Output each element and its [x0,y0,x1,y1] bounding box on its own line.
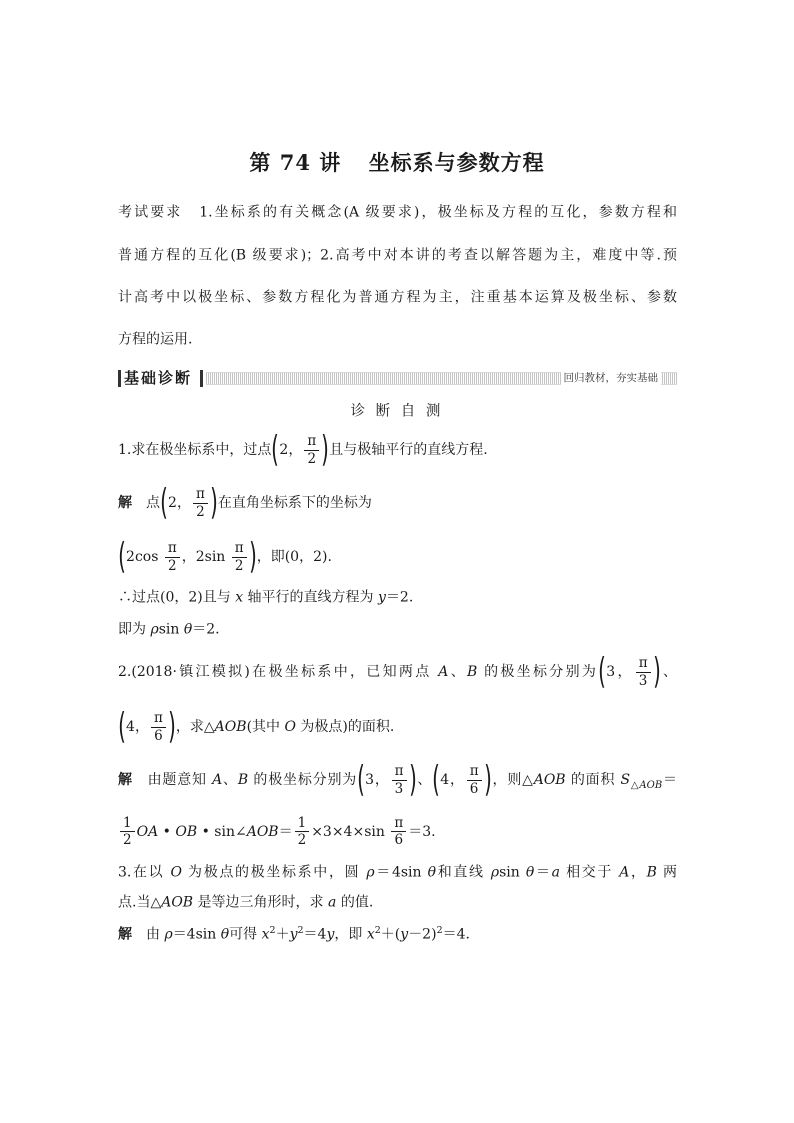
text-run: ，求△ [175,719,215,735]
section-bar-left-edge [118,370,121,387]
text-run: ＝4sin [374,864,428,881]
fraction-denominator: 2 [123,832,132,849]
requirements-line-4 [118,331,677,350]
math-paren: ( [160,482,168,523]
math-variable: A [438,664,449,680]
text-run: 、 [660,664,677,680]
math-variable: B [646,864,657,881]
math-variable: θ [220,926,230,943]
fraction-denominator: 2 [297,832,307,849]
fraction-numerator: π [151,710,166,727]
text-run: 2， [168,495,191,511]
fraction-denominator: 3 [638,672,648,689]
text-run: 由题意知 [132,772,213,788]
text-run: 3， [606,664,634,680]
math-variable: ρ [366,864,375,881]
math-variable: x [366,926,375,943]
math-paren: ( [118,706,126,747]
fraction-numerator: π [304,433,319,450]
fraction [193,486,208,520]
fraction [304,433,319,467]
math-variable: θ [525,864,535,881]
lecture-name: 坐标系与参数方程 [368,150,545,175]
math-paren: ( [357,759,365,800]
text-run: 4， [440,772,465,788]
text-run: 两 [656,864,678,881]
fraction [392,763,407,797]
problem-3-question-line-2 [118,894,677,913]
text-run: 2.(2018·镇江模拟)在极坐标系中，已知两点 [118,664,439,680]
text-run: • [158,824,176,840]
fraction-numerator: π [636,655,651,672]
text-run: ，2sin [181,549,230,565]
text-run: 且与极轴平行的直线方程. [329,442,488,458]
text-run: 为极点)的面积. [295,719,395,735]
requirements-label: 考试要求 [118,204,183,221]
requirements-line-1 [118,204,677,223]
fraction-denominator: 2 [196,503,205,520]
math-paren: ) [408,759,417,800]
math-variable: y [400,926,409,943]
requirements-line-2 [118,247,677,266]
math-variable: ρ [490,864,500,881]
math-variable: x [235,589,244,606]
section-header-bar [118,370,677,387]
text-run: ∴过点(0，2)且与 [118,589,236,606]
fraction-denominator: 3 [394,780,404,797]
math-variable: A [619,864,630,881]
text-run: 、 [448,664,468,680]
math-variable: a [328,894,337,911]
fraction [120,815,135,849]
math-paren: ) [652,651,661,692]
math-paren: ) [248,536,257,577]
fraction-numerator: π [392,763,407,780]
math-variable: AOB [246,824,279,840]
math-variable: x [261,926,270,943]
problem-1-solution-line-4 [118,621,677,640]
text-run: 的极坐标分别为 [477,664,599,680]
subscript: △AOB [630,779,663,791]
requirements-line-3 [118,289,677,308]
section-subtitle: 回归教材，夯实基础 [561,372,662,385]
requirements-text: 计高考中以极坐标、参数方程化为普通方程为主，注重基本运算及极坐标、参数 [118,289,677,306]
fraction-denominator: 6 [154,727,163,744]
text-run: ＝2. [385,589,414,606]
fraction-numerator: π [467,763,482,780]
text-run: 4， [126,719,149,735]
text-run: 和直线 [436,864,491,881]
math-variable: B [467,664,478,680]
fraction-numerator: π [193,486,208,503]
fraction-numerator: 1 [120,815,135,832]
section-bar-right-edge [200,370,203,387]
fraction-denominator: 6 [469,780,479,797]
problem-1-solution-line-3 [118,589,677,608]
math-variable: θ [183,621,193,638]
math-variable: ρ [150,621,159,638]
math-paren: ) [321,429,330,470]
fraction-denominator: 2 [168,557,177,574]
solution-label: 解 [118,772,133,788]
math-paren: ( [271,429,280,470]
text-run: 2cos [126,549,163,565]
text-run: 的面积 [565,772,621,788]
text-run: ＝ [534,864,552,881]
text-run: 3， [365,772,390,788]
math-paren: ) [210,482,218,523]
math-paren: ) [483,759,492,800]
text-run: 1.求在极坐标系中，过点 [118,442,272,458]
problem-2-question-line-2 [118,706,677,747]
text-run: sin [158,621,184,638]
fraction [295,815,310,849]
section-title: 基础诊断 [124,369,193,387]
text-run: 相交于 [559,864,620,881]
text-run: 2， [279,442,303,458]
problem-1-solution-line-1 [118,482,677,523]
lecture-number: 第 74 讲 [249,150,342,175]
math-variable: O [284,719,296,735]
requirements-text: 1.坐标系的有关概念(A 级要求)，极坐标及方程的互化，参数方程和 [199,204,678,221]
text-run: ＝ [662,772,678,788]
fraction-denominator: 2 [234,557,244,574]
math-paren: ) [168,706,176,747]
fraction [391,815,406,849]
text-run: ，即 [334,926,367,943]
superscript: 2 [436,924,443,936]
solution-label: 解 [118,495,132,511]
math-variable: ρ [164,926,173,943]
fraction-numerator: 1 [295,815,310,832]
text-run: 在直角坐标系下的坐标为 [217,495,372,511]
math-variable: y [326,926,335,943]
math-variable: AOB [533,772,566,788]
fraction [636,655,651,689]
subsection-title: 诊 断 自 测 [350,403,444,420]
fraction-numerator: π [391,815,406,832]
problem-2-solution-line-1 [118,759,678,800]
math-variable: y [378,589,386,606]
text-run: 即为 [118,621,151,638]
text-run: ，则△ [491,772,534,788]
text-run: ＝4. [442,926,470,943]
fraction-numerator: π [165,540,180,557]
text-run: 、 [222,772,238,788]
problem-1-question-line-1 [118,429,677,470]
text-run: ＝ [278,824,293,840]
math-variable: OB [175,824,198,840]
math-paren: ( [118,536,126,577]
text-run: ＋ [275,926,290,943]
superscript: 2 [374,924,381,936]
text-run: (其中 [246,719,285,735]
fraction-numerator: π [232,540,247,557]
superscript: 2 [269,924,276,936]
fraction [232,540,247,574]
text-run: ×3×4×sin [311,824,390,840]
superscript: 2 [297,924,304,936]
requirements-text: 方程的运用. [118,331,193,348]
text-run: 轴平行的直线方程为 [243,589,379,606]
fraction [467,763,482,797]
text-run: ，即(0，2). [256,549,332,565]
fraction-denominator: 6 [394,832,404,849]
page-title [0,147,794,177]
math-variable: O [170,864,182,881]
fraction-denominator: 2 [307,450,317,467]
text-run: 由 [132,926,165,943]
math-paren: ( [432,759,441,800]
text-run: 点.当△ [118,894,162,911]
text-run: 点 [132,495,160,511]
problem-3-question-line-1 [118,864,677,883]
text-run: 为极点的极坐标系中，圆 [181,864,367,881]
problem-2-solution-line-2 [118,815,677,849]
math-variable: a [551,864,560,881]
fraction [165,540,180,574]
text-run: 的极坐标分别为 [248,772,358,788]
text-run: ＝2. [192,621,220,638]
solution-label: 解 [118,926,132,943]
text-run: ， [629,864,647,881]
text-run: 3.在以 [118,864,171,881]
math-variable: S [620,772,631,788]
text-run: ＋( [380,926,401,943]
math-variable: θ [427,864,437,881]
text-run: 、 [416,772,433,788]
math-variable: AOB [214,719,247,735]
text-run: • sin∠ [197,824,247,840]
text-run: 是等边三角形时，求 [193,894,329,911]
requirements-text: 普通方程的互化(B 级要求)；2.高考中对本讲的考查以解答题为主，难度中等.预 [118,247,677,264]
text-run: 的值. [336,894,374,911]
math-paren: ( [598,651,607,692]
problem-2-question-line-1 [118,651,677,692]
math-variable: B [237,772,249,788]
text-run: sin [499,864,526,881]
math-variable: OA [136,824,159,840]
math-variable: A [212,772,223,788]
math-variable: y [289,926,298,943]
fraction [151,710,166,744]
text-run: ＝4 [303,926,327,943]
text-run: ＝4sin [172,926,221,943]
problem-1-solution-line-2 [118,536,677,577]
math-variable: AOB [161,894,194,911]
problem-3-solution-line-1 [118,926,677,945]
text-run: －2) [408,926,437,943]
text-run: 可得 [229,926,262,943]
text-run: ＝3. [408,824,436,840]
